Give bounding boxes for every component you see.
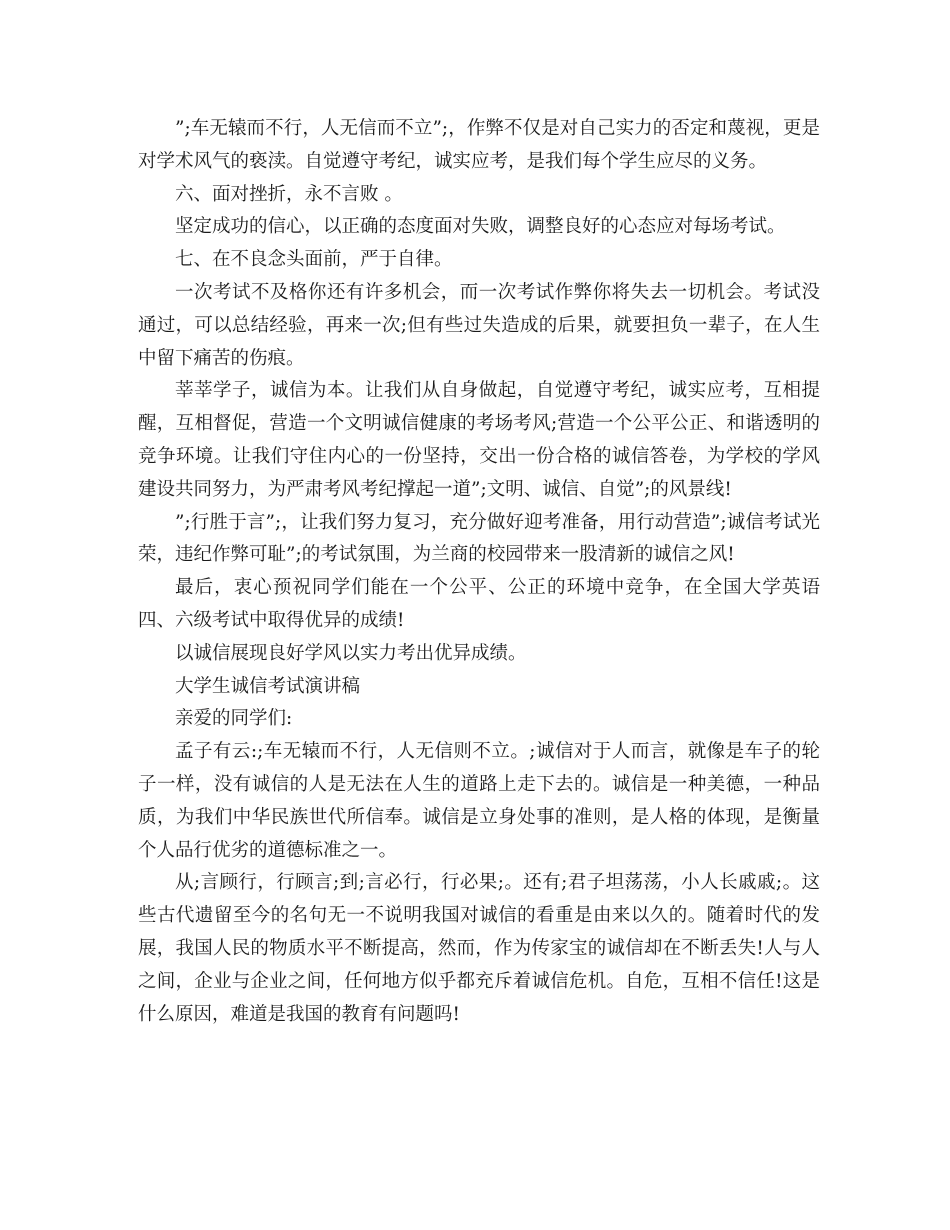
paragraph: ”;行胜于言”;，让我们努力复习，充分做好迎考准备，用行动营造”;诚信考试光荣，违纪作弊可耻”;的考试氛围，为兰商的校园带来一股清新的诚信之风! — [138, 511, 820, 566]
paragraph: 孟子有云:;车无辕而不行，人无信则不立。;诚信对于人而言，就像是车子的轮子一样，没有诚信的人是无法在人生的道路上走下去的。诚信是一种美德，一种品质，为我们中华民族世代所信奉。诚信是立身处事的准则，是人格的体现，是衡量个人品行优劣的道德标准之一。 — [138, 741, 820, 861]
paragraph: 最后，衷心预祝同学们能在一个公平、公正的环境中竞争，在全国大学英语四、六级考试中取得优异的成绩! — [138, 577, 820, 631]
section-heading: 六、面对挫折，永不言败 。 — [175, 183, 403, 205]
section-heading: 七、在不良念头面前，严于自律。 — [175, 249, 453, 271]
paragraph: ”;车无辕而不行，人无信而不立”;，作弊不仅是对自己实力的否定和蔑视，更是对学术风气的亵渎。自觉遵守考纪，诚实应考，是我们每个学生应尽的义务。 — [138, 118, 820, 172]
paragraph: 以诚信展现良好学风以实力考出优异成绩。 — [175, 642, 527, 664]
salutation: 亲爱的同学们: — [175, 708, 293, 730]
paragraph: 莘莘学子，诚信为本。让我们从自身做起，自觉遵守考纪，诚实应考，互相提醒，互相督促，营造一个文明诚信健康的考场考风;营造一个公平公正、和谐透明的竞争环境。让我们守住内心的一份坚持，交出一份合格的诚信答卷，为学校的学风建设共同努力，为严肃考风考纪撑起一道”;文明、诚信、自觉”;的风景线! — [138, 380, 820, 500]
paragraph: 坚定成功的信心，以正确的态度面对失败，调整良好的心态应对每场考试。 — [175, 216, 786, 238]
paragraph: 从;言顾行，行顾言;到;言必行，行必果;。还有;君子坦荡荡，小人长戚戚;。这些古代遗留至今的名句无一不说明我国对诚信的看重是由来以久的。随着时代的发展，我国人民的物质水平不断提高，然而，作为传家宝的诚信却在不断丢失!人与人之间，企业与企业之间，任何地方似乎都充斥着诚信危机。自危，互相不信任!这是什么原因，难道是我国的教育有问题吗! — [138, 872, 820, 1025]
document-body — [138, 113, 820, 1031]
paragraph: 一次考试不及格你还有许多机会，而一次考试作弊你将失去一切机会。考试没通过，可以总结经验，再来一次;但有些过失造成的后果，就要担负一辈子，在人生中留下痛苦的伤痕。 — [138, 281, 820, 369]
speech-title: 大学生诚信考试演讲稿 — [175, 675, 361, 697]
